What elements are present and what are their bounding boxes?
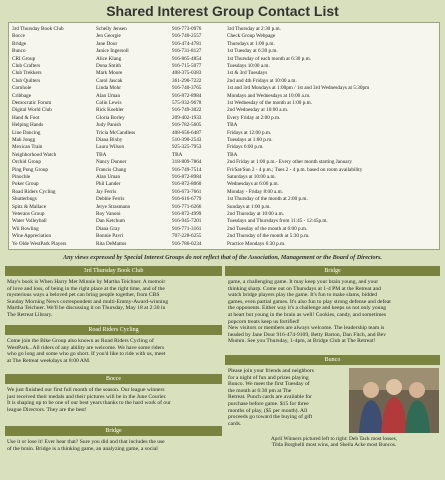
text-line: proceeds go toward the buying of gift xyxy=(228,414,313,421)
meeting-schedule: Practice Mondays 6:30 p.m. xyxy=(227,240,286,247)
text-line: popcorn treats keep us fortified! xyxy=(228,318,300,325)
cycling-header: Road Riders Cycling xyxy=(5,325,222,335)
meeting-schedule: 1st Thursday of each month at 6:30 p.m. xyxy=(227,55,311,62)
bunco-winners-photo xyxy=(349,368,439,433)
phone-number: 916-749-7514 xyxy=(172,166,202,173)
phone-number: 916-865-4854 xyxy=(172,55,202,62)
phone-number: 916-715-5077 xyxy=(172,63,202,69)
text-line: games, even partial games. It's also fun to play strong defense and defeat xyxy=(228,298,391,305)
meeting-schedule: 1st Wednesday of the month at 1:00 p.m. xyxy=(227,100,312,106)
bridge-text-left xyxy=(7,439,221,452)
phone-number: 916-771-3161 xyxy=(172,225,202,232)
text-line: Use it or lose it! Ever hear that? Sure you did and that includes the use xyxy=(7,439,165,445)
group-name: Club Quilters xyxy=(12,77,41,84)
text-line: WestPark...All riders of any ability are welcome. We have some riders xyxy=(7,344,165,351)
contact-name: Nancy Donner xyxy=(96,159,127,166)
group-name: Wii Bowling xyxy=(12,225,39,232)
contact-name: Bonnie Pavri xyxy=(96,233,124,240)
text-line: mysterious ways a beloved pet can bring people together, from CBS xyxy=(7,292,160,299)
phone-number: 916-616-6779 xyxy=(172,196,202,203)
phone-number: 707-228-6255 xyxy=(172,233,202,240)
meeting-schedule: 1st & 3rd Tuesdays xyxy=(227,70,268,77)
phone-number: 510-390-2543 xyxy=(172,137,202,143)
bunco-winners-photo-art xyxy=(349,368,439,433)
meeting-schedule: 2nd and 4th Fridays at 10:00 a.m. xyxy=(227,77,297,84)
contact-name: Phil Lander xyxy=(96,181,121,188)
meeting-schedule: 2nd Tuesday of the month at 6:00 p.m. xyxy=(227,225,308,232)
phone-number: 575-932-9678 xyxy=(172,100,202,106)
contact-name: Tricia McCandless xyxy=(96,129,136,136)
contact-name: Gloria Borley xyxy=(96,114,125,121)
phone-number: TBA xyxy=(172,151,183,158)
cycling-text xyxy=(7,338,221,364)
phone-number: 916-740-3765 xyxy=(172,85,202,92)
text-line: of the brain. Bridge is a thinking game, an analyzing game, a social xyxy=(7,445,158,452)
bunco-text xyxy=(228,368,346,427)
text-line: Sunday Morning News correspondent and multi-Emmy-Award-winning xyxy=(7,298,169,305)
contact-name: Janice Ingersoll xyxy=(96,48,129,55)
meeting-schedule: 2nd Thursday of the month at 5:30 p.m. xyxy=(227,233,310,240)
contact-name: Roy Vanoni xyxy=(96,211,121,217)
meeting-schedule: Wednesdays at 6:00 p.m. xyxy=(227,181,279,188)
meeting-schedule: Fridays 6:00 p.m. xyxy=(227,144,264,151)
phone-number: 361-290-7222 xyxy=(172,77,202,84)
phone-number: 408-656-6487 xyxy=(172,129,202,136)
text-line: Tilda Borghelli most wins, and Sheila Acke most Buncos. xyxy=(271,442,397,449)
meeting-schedule: Every Friday at 2:00 p.m. xyxy=(227,114,281,121)
text-line: months of play, ($5 per month). All xyxy=(228,407,308,414)
group-name: Mexican Train xyxy=(12,144,43,151)
disclaimer-notice: Any views expressed by Special Interest Groups do not reflect that of the Association, Management or the Board of Directors. xyxy=(63,254,382,261)
text-line: the month at 6:30 pm at The xyxy=(228,387,292,394)
bunco-photo-caption xyxy=(228,436,440,449)
meeting-schedule: Mondays and Wednesdays at 10:00 a.m. xyxy=(227,92,311,99)
text-line: May's book is When Harry Met Minnie by Martha Teichner. A memoir xyxy=(7,279,166,285)
contact-name: Diana Gray xyxy=(96,225,121,232)
group-name: Bunco xyxy=(12,48,26,55)
group-name: Water Volleyball xyxy=(12,218,47,225)
bocce-text xyxy=(7,387,221,413)
group-name: Shutterbugs xyxy=(12,196,37,203)
group-name: Pinochle xyxy=(12,174,31,180)
bridge-header-left: Bridge xyxy=(5,426,222,436)
meeting-schedule: Tuesdays at 1:00 p.m. xyxy=(227,137,273,143)
bridge-text-right xyxy=(228,279,440,345)
group-name: Bocce xyxy=(12,33,25,40)
text-line: who go long and some who go short. If you'd like to ride with us, meet xyxy=(7,351,166,358)
contact-name: Jen Georgie xyxy=(96,33,121,40)
group-name: Helping Hands xyxy=(12,122,44,129)
contact-name: Alan Uman xyxy=(96,92,121,99)
group-name: Road Riders Cycling xyxy=(12,188,56,195)
text-line: purchase before game. $15 for three xyxy=(228,400,309,407)
group-name: Veterans Group xyxy=(12,211,45,217)
phone-number: 916-673-7661 xyxy=(172,188,202,195)
meeting-schedule: Thursdays at 1:00 p.m. xyxy=(227,40,275,47)
meeting-schedule: TBA xyxy=(227,122,238,129)
bocce-header: Bocce xyxy=(5,374,222,384)
text-line: Retreat. Punch cards are available for xyxy=(228,394,312,401)
contact-table xyxy=(8,22,440,250)
group-name: Wine Appreciation xyxy=(12,233,52,240)
text-line: headed by Jane Dour 916-474-9109, Betty Barton, Dan Fitch, and Bev xyxy=(228,331,386,338)
text-line: watch bridge players play the game. It's fun to make slams, bidded xyxy=(228,292,378,299)
meeting-schedule: Tuesdays 10:00 a.m. xyxy=(227,63,270,69)
text-line: at The Retreat weekdays at 8:00 AM. xyxy=(7,357,91,364)
text-line: cards. xyxy=(228,420,242,427)
text-line: Martha Teichner. We'll be discussing it on Thursday, May 18 at 2:30 in xyxy=(7,305,166,312)
text-line: New visitors or members are always welcome. The leadership team is xyxy=(228,325,385,332)
contact-name: Dona Smith xyxy=(96,63,121,69)
phone-number: 916-731-8127 xyxy=(172,48,202,55)
phone-number: 916-782-5605 xyxy=(172,122,202,129)
meeting-schedule: Saturdays at 10:00 a.m. xyxy=(227,174,276,180)
group-name: Ye Olde WestPark Players xyxy=(12,240,67,247)
meeting-schedule: Sundays at 1:00 p.m. xyxy=(227,203,271,210)
text-line: league Directors. They are the best! xyxy=(7,406,87,413)
group-name: Bridge xyxy=(12,40,27,47)
bridge-header-right: Bridge xyxy=(225,266,440,276)
contact-name: Alan Uman xyxy=(96,174,121,180)
contact-name: Schelly Jensen xyxy=(96,26,127,32)
text-line: Mumm. See you Thursday, 1-4pm, at Bridge Club at The Retreat! xyxy=(228,338,376,345)
group-name: Mah Jongg xyxy=(12,137,36,143)
meeting-schedule: 1st and 3rd Mondays at 1:00pm / 1st and 3rd Wednesdays at 5:30pm xyxy=(227,85,370,92)
phone-number: 916-474-4781 xyxy=(172,40,202,47)
meeting-schedule: 2nd Thursday at 10:00 a.m. xyxy=(227,211,284,217)
group-name: Club Crafters xyxy=(12,63,41,69)
phone-number: 916-749-3022 xyxy=(172,107,202,114)
group-name: Poker Group xyxy=(12,181,39,188)
group-name: CRI Group xyxy=(12,55,36,62)
meeting-schedule: 2nd Friday at 1:00 p.m.- Every other month starting January xyxy=(227,159,352,166)
phone-number: 916-740-2557 xyxy=(172,33,202,40)
book-club-header: 3rd Thursday Book Club xyxy=(5,266,222,276)
contact-name: Francis Chang xyxy=(96,166,127,173)
text-line: It is shaping up to be one of our best years thanks to the hard work of our xyxy=(7,400,171,407)
contact-name: Jane Dour xyxy=(96,40,118,47)
text-line: The Retreat Library. xyxy=(7,311,53,318)
group-name: Democratic Forum xyxy=(12,100,52,106)
contact-name: Dan Ketchum xyxy=(96,218,125,225)
group-name: Line Dancing xyxy=(12,129,41,136)
text-line: for a night of fun and prizes playing xyxy=(228,374,309,381)
meeting-schedule: 1st Tuesday at 6:30 p.m. xyxy=(227,48,278,55)
meeting-schedule: 3rd Thursday at 2:30 p.m. xyxy=(227,26,281,32)
phone-number: 916-872-8984 xyxy=(172,92,202,99)
text-line: Come join the Bike Group also known as Road Riders Cycling of xyxy=(7,338,154,344)
group-name: Neighborhood Watch xyxy=(12,151,57,158)
meeting-schedule: Tuesdays and Thursdays from 11:45 - 12:45p.m. xyxy=(227,218,328,225)
group-name: Orchid Group xyxy=(12,159,41,166)
contact-name: Linda Mohr xyxy=(96,85,121,92)
bunco-header: Bunco xyxy=(225,355,440,365)
contact-name: Rita DeMattos xyxy=(96,240,127,247)
meeting-schedule: Fri/Sat/Sun 2 - 4 p.m.; Tues 2 - 4 p.m. based on room availability xyxy=(227,166,363,173)
phone-number: 408-375-0383 xyxy=(172,70,202,77)
contact-name: Rick Koehler xyxy=(96,107,124,114)
contact-name: Jerye Strasmann xyxy=(96,203,131,210)
meeting-schedule: Fridays at 12:00 p.m. xyxy=(227,129,272,136)
phone-number: 916-771-6266 xyxy=(172,203,202,210)
book-club-text xyxy=(7,279,221,319)
contact-name: Colin Lewis xyxy=(96,100,122,106)
page-title: Shared Interest Group Contact List xyxy=(106,3,339,19)
text-line: just received their medals and their pictures will be in the June Courier. xyxy=(7,393,167,400)
text-line: Bunco. We meet the first Tuesday of xyxy=(228,381,310,388)
group-name: Digital World Club xyxy=(12,107,52,114)
contact-name: Laura Wilson xyxy=(96,144,125,151)
phone-number: 916-872-8984 xyxy=(172,174,202,180)
phone-number: 916-773-0976 xyxy=(172,26,202,32)
group-name: Ping Pong Group xyxy=(12,166,49,173)
phone-number: 925-325-7953 xyxy=(172,144,202,151)
group-name: Cornhole xyxy=(12,85,32,92)
contact-name: Debbie Ferris xyxy=(96,196,125,203)
meeting-schedule: TBA xyxy=(227,151,238,158)
phone-number: 916-786-0234 xyxy=(172,240,202,247)
group-name: 3rd Thursday Book Club xyxy=(12,26,64,32)
group-name: Cribbage xyxy=(12,92,32,99)
phone-number: 318-809-7864 xyxy=(172,159,202,166)
contact-name: TBA xyxy=(96,151,107,158)
text-line: thinking sharp. Come out on Thursdays at 1-4 PM at the Retreat and xyxy=(228,285,381,292)
contact-name: Judy Panish xyxy=(96,122,121,129)
contact-name: Alice Klang xyxy=(96,55,122,62)
meeting-schedule: 1st Thursday of the month at 2:00 p.m. xyxy=(227,196,308,203)
group-name: Hand & Foot xyxy=(12,114,40,121)
text-line: the opponents. Either way it's a challenge and keeps us not only young xyxy=(228,305,387,312)
phone-number: 209-402-1933 xyxy=(172,114,202,121)
meeting-schedule: Check Group Webpage xyxy=(227,33,276,40)
phone-number: 916-872-4999 xyxy=(172,211,202,217)
text-line: game, a challenging game. It may keep your brain young, and your xyxy=(228,279,379,285)
group-name: Spitz & Mallace xyxy=(12,203,46,210)
contact-name: Mark Moore xyxy=(96,70,123,77)
contact-name: Jay Ferris xyxy=(96,188,117,195)
contact-name: Carol Jascak xyxy=(96,77,123,84)
text-line: at heart but young in the brain as well! Cookies, candy, and sometimes xyxy=(228,311,387,318)
phone-number: 916-872-8060 xyxy=(172,181,202,188)
group-name: Club Trekkers xyxy=(12,70,42,77)
meeting-schedule: 2nd Wednesday at 10:00 a.m. xyxy=(227,107,289,114)
contact-name: Diana Bixby xyxy=(96,137,123,143)
meeting-schedule: Monday - Friday 8:00 a.m. xyxy=(227,188,283,195)
text-line: We just finished our first full month of the season. Our league winners xyxy=(7,387,165,393)
phone-number: 916-945-7201 xyxy=(172,218,202,225)
text-line: April Winners pictured left to right: Deb Tack most losses, xyxy=(270,436,398,442)
text-line: of love and loss, of being in the right place at the right time, and of the xyxy=(7,285,165,292)
text-line: Please join your friends and neighbors xyxy=(228,368,314,374)
